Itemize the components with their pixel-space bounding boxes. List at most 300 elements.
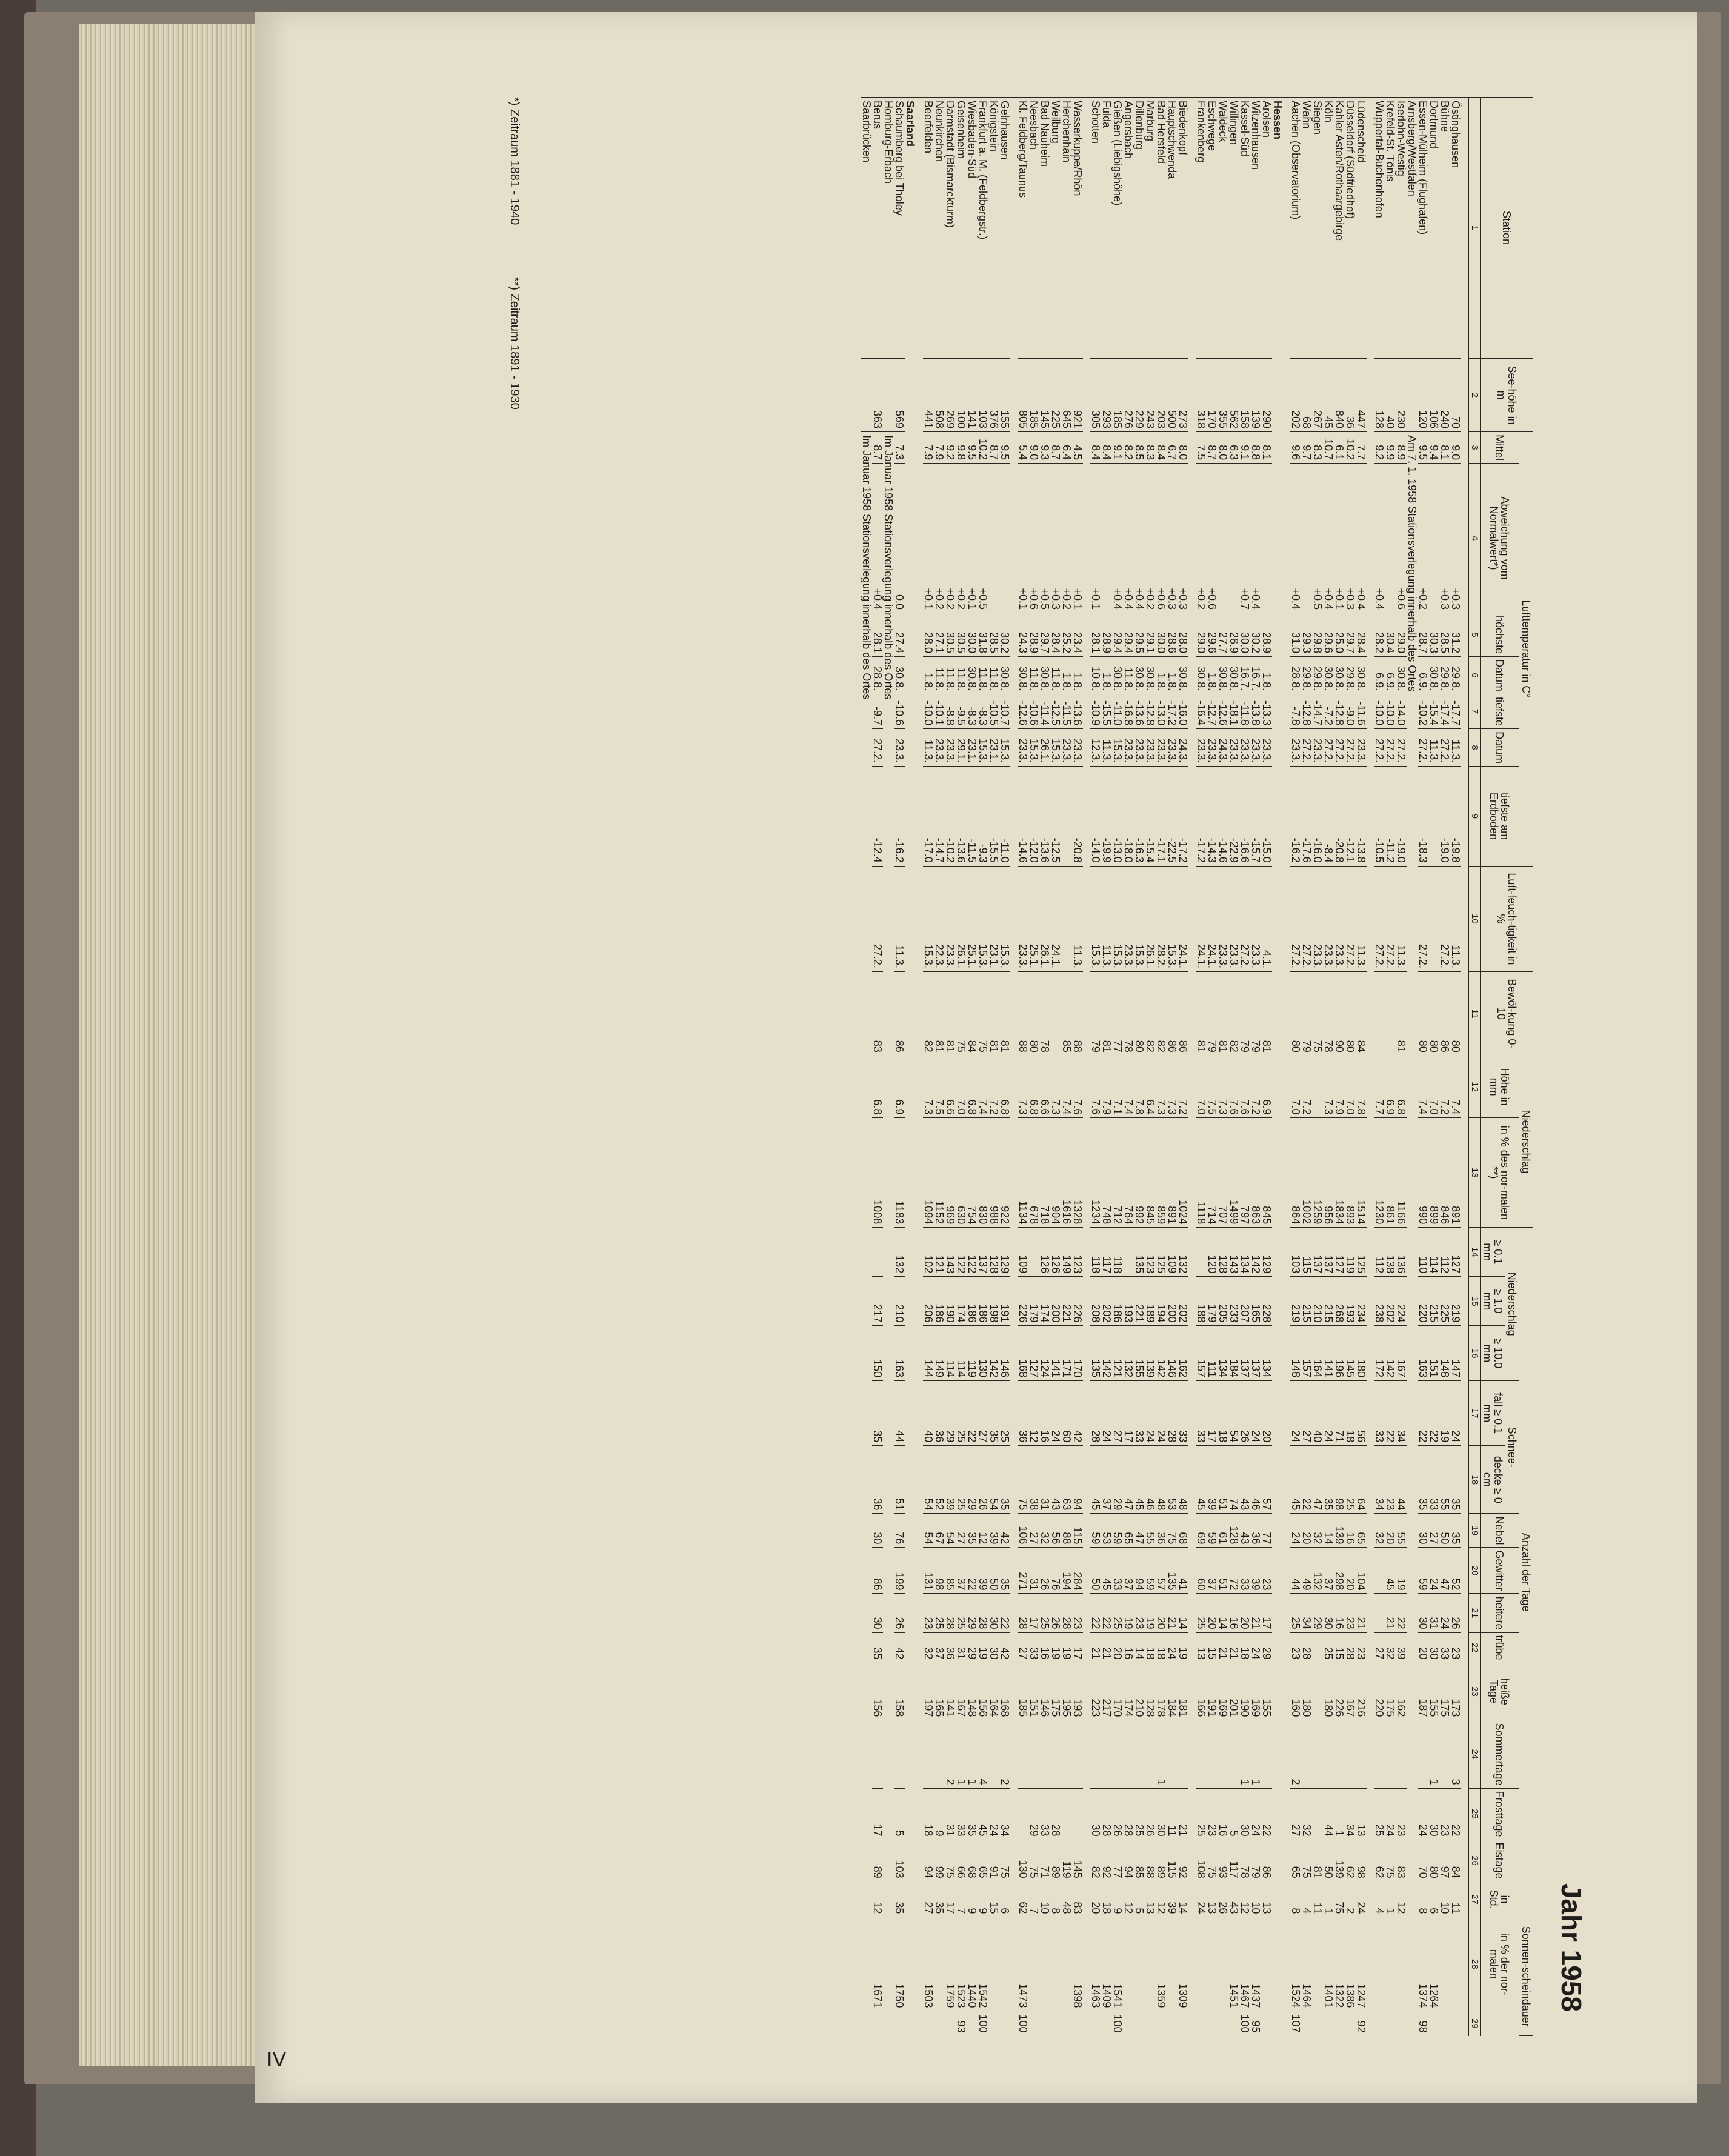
table-cell: +0.6 — [1396, 464, 1407, 613]
table-cell: 144 — [923, 1326, 934, 1381]
table-cell: 1542 — [978, 1917, 988, 2011]
table-cell: 7.5 — [934, 1056, 945, 1118]
table-cell: 68 — [967, 1840, 978, 1882]
table-cell: 37 — [934, 1632, 945, 1663]
table-cell: 194 — [1156, 1277, 1167, 1326]
table-cell: 28 — [1123, 1788, 1134, 1840]
table-cell: 81 — [1312, 1840, 1323, 1882]
table-cell: 1230 — [1374, 1118, 1385, 1228]
table-cell: 115 — [1301, 1228, 1312, 1277]
table-cell — [1439, 1917, 1450, 2011]
table-cell — [934, 1917, 945, 2011]
table-cell: 86 — [1261, 1840, 1272, 1882]
table-cell — [1134, 1917, 1145, 2011]
table-cell: 28 — [1101, 1788, 1112, 1840]
table-cell: 11.8. — [956, 657, 967, 694]
table-cell: -13.6 — [1134, 694, 1145, 729]
spacer-cell — [1283, 98, 1290, 2036]
column-number: 19 — [1469, 1514, 1481, 1548]
table-cell: 146 — [1039, 1663, 1050, 1720]
table-cell — [1028, 1228, 1039, 1277]
table-cell: 24 — [1439, 1594, 1450, 1632]
table-cell: 12 — [978, 1514, 988, 1548]
table-cell: 77 — [1112, 1840, 1123, 1882]
table-cell: 5 — [894, 1788, 905, 1840]
table-cell: -19.0 — [1396, 767, 1407, 867]
table-cell: 50 — [1323, 1840, 1334, 1882]
table-cell: 57 — [1156, 1548, 1167, 1594]
table-row — [872, 98, 883, 2036]
table-cell — [1301, 1720, 1312, 1788]
table-cell: 49 — [1301, 1548, 1312, 1594]
table-cell: 126 — [1050, 1228, 1061, 1277]
table-cell — [861, 359, 872, 432]
col-tiefste: tiefste — [1481, 694, 1519, 729]
table-cell: 31.0 — [1290, 613, 1301, 656]
climate-table — [861, 97, 1533, 2036]
table-cell: 14 — [1178, 1882, 1188, 1917]
table-cell: 39 — [978, 1548, 988, 1594]
table-cell: -19.8 — [1450, 767, 1461, 867]
table-cell: -15.4 — [1428, 694, 1439, 729]
table-cell: 137 — [978, 1228, 988, 1277]
table-cell: -14.3 — [1207, 767, 1218, 867]
table-cell: 1671 — [872, 1917, 883, 2011]
table-cell — [1334, 2011, 1345, 2036]
table-cell: 10.7 — [1323, 432, 1334, 464]
table-row — [1439, 98, 1450, 2036]
table-cell: 48 — [1156, 1446, 1167, 1514]
table-cell: 9 — [934, 1788, 945, 1840]
table-cell: 185 — [1112, 359, 1123, 432]
table-cell: 30.5 — [945, 613, 956, 656]
table-cell: 13 — [1356, 1788, 1367, 1840]
table-cell: 46 — [1250, 1446, 1261, 1514]
table-cell: 4 — [1301, 1882, 1312, 1917]
spacer-cell — [1010, 98, 1018, 2036]
table-cell: 30 — [1090, 1788, 1101, 1840]
station-name: Berus — [872, 98, 883, 359]
table-cell — [1090, 2011, 1101, 2036]
table-cell: 109 — [1167, 1228, 1178, 1277]
table-cell: 65 — [1123, 1514, 1134, 1548]
table-cell — [1039, 2011, 1050, 2036]
table-cell: -11.4 — [1039, 694, 1050, 729]
table-cell: 29.6 — [1323, 613, 1334, 656]
table-row — [1323, 98, 1334, 2036]
table-cell: 797 — [1239, 1118, 1250, 1228]
table-row — [1290, 98, 1301, 2036]
table-cell: 19 — [1061, 1632, 1072, 1663]
table-cell: 128 — [1228, 1514, 1239, 1548]
table-cell: 26.1. — [1039, 866, 1050, 971]
table-cell: 1437 — [1250, 1917, 1261, 2011]
table-cell: 70 — [1450, 359, 1461, 432]
table-cell: 44 — [894, 1381, 905, 1446]
table-row — [1334, 98, 1345, 2036]
column-number: 25 — [1469, 1788, 1481, 1840]
table-cell: 27 — [923, 1882, 934, 1917]
table-row — [1196, 98, 1207, 2036]
table-cell: 30.5 — [956, 613, 967, 656]
table-cell: 23.3. — [1207, 729, 1218, 767]
table-cell: 82 — [1145, 971, 1156, 1056]
table-cell: -16.8 — [1123, 694, 1134, 729]
table-cell: 31.2 — [1450, 613, 1461, 656]
table-cell: 30.8. — [1396, 657, 1407, 694]
footnote-2: **) Zeitraum 1891 - 1930 — [508, 276, 521, 410]
table-cell: 28 — [1061, 1594, 1072, 1632]
table-cell: 16 — [1334, 1594, 1345, 1632]
table-cell: 29.0 — [1196, 613, 1207, 656]
table-cell: 166 — [1196, 1663, 1207, 1720]
station-name: Arnsberg/Westfalen — [1407, 98, 1418, 359]
table-cell: 210 — [1134, 1663, 1145, 1720]
table-cell: 54 — [1228, 1381, 1239, 1446]
table-cell: 8.0 — [1178, 432, 1188, 464]
table-row — [1207, 98, 1218, 2036]
table-cell: 170 — [1207, 359, 1218, 432]
table-cell: 77 — [1112, 971, 1123, 1056]
table-cell: 1 — [1428, 1720, 1439, 1788]
table-cell: 84 — [1356, 971, 1367, 1056]
table-cell: 22 — [1301, 1446, 1312, 1514]
table-cell: 131 — [923, 1548, 934, 1594]
table-cell: 20 — [1261, 1381, 1272, 1446]
table-cell: -11.5 — [967, 767, 978, 867]
table-cell — [1323, 2011, 1334, 2036]
table-cell: 7.8 — [1134, 1056, 1145, 1118]
table-cell: 7.2 — [988, 1056, 999, 1118]
table-cell: 5 — [1134, 1882, 1145, 1917]
table-cell — [1385, 971, 1396, 1056]
table-cell: 922 — [999, 1118, 1010, 1228]
table-cell: 22 — [1090, 1594, 1101, 1632]
table-cell: 714 — [1207, 1118, 1218, 1228]
table-cell: 50 — [1439, 1514, 1450, 1548]
table-cell: 7.3 — [1323, 1056, 1334, 1118]
table-cell: 13 — [1261, 1882, 1272, 1917]
table-cell: 1 — [1323, 1882, 1334, 1917]
table-cell: 25 — [1196, 1788, 1207, 1840]
table-cell: 30.0 — [1239, 613, 1250, 656]
table-cell: 1259 — [1312, 1118, 1323, 1228]
table-cell: 1514 — [1356, 1118, 1367, 1228]
table-cell: 8.4 — [1101, 432, 1112, 464]
table-cell: 7.4 — [1418, 1056, 1428, 1118]
table-cell: 30 — [1156, 1788, 1167, 1840]
table-cell: 75 — [1334, 1882, 1345, 1917]
table-cell: 103 — [894, 1840, 905, 1882]
table-cell: 29 — [1028, 1788, 1039, 1840]
table-cell — [1178, 2011, 1188, 2036]
table-cell: 142 — [1101, 1326, 1112, 1381]
table-cell: 27.2. — [1239, 866, 1250, 971]
table-cell: 200 — [1050, 1277, 1061, 1326]
table-cell: 81 — [1261, 971, 1272, 1056]
table-cell: 199 — [894, 1548, 905, 1594]
table-cell: 1834 — [1334, 1118, 1345, 1228]
table-cell — [1196, 1917, 1207, 2011]
table-cell: +0.6 — [1156, 464, 1167, 613]
table-cell: 29.7 — [1345, 613, 1356, 656]
table-cell: 9.4 — [1428, 432, 1439, 464]
table-cell: 36 — [1156, 1514, 1167, 1548]
table-cell: 1.8. — [1072, 657, 1083, 694]
table-cell: +0.2 — [1061, 464, 1072, 613]
table-cell: 754 — [967, 1118, 978, 1228]
table-cell: 861 — [1385, 1118, 1396, 1228]
table-cell: 68 — [1178, 1514, 1188, 1548]
table-cell: 1473 — [1018, 1917, 1028, 2011]
table-cell: 137 — [1323, 1228, 1334, 1277]
table-cell: 27.4 — [894, 613, 905, 656]
table-row — [1156, 98, 1167, 2036]
table-cell: 16.7. — [1250, 657, 1261, 694]
table-cell: 30.8. — [1218, 657, 1228, 694]
table-cell: 27.2. — [1439, 729, 1450, 767]
table-cell: 32 — [1374, 1514, 1385, 1548]
table-cell — [1050, 971, 1061, 1056]
table-cell: 156 — [872, 1663, 883, 1720]
table-cell: +0.6 — [1028, 464, 1039, 613]
table-cell — [923, 1720, 934, 1788]
table-cell: 30.8. — [999, 657, 1010, 694]
table-cell: -12.8 — [1301, 694, 1312, 729]
table-cell: 45 — [1101, 1548, 1112, 1594]
table-cell: 47 — [1123, 1446, 1134, 1514]
table-cell: 23 — [1290, 1632, 1301, 1663]
column-number: 6 — [1469, 657, 1481, 694]
table-cell: 25.2 — [1061, 613, 1072, 656]
table-cell: 29.0 — [1396, 613, 1407, 656]
table-cell: 7.6 — [1239, 1056, 1250, 1118]
table-cell: 26 — [1039, 1548, 1050, 1594]
table-cell: 6 — [1428, 1882, 1439, 1917]
table-cell: 75 — [1167, 1514, 1178, 1548]
table-cell: 210 — [894, 1277, 905, 1326]
table-row — [967, 98, 978, 2036]
table-cell: 9.7 — [1301, 432, 1312, 464]
table-cell: 130 — [978, 1326, 988, 1381]
table-cell: 28.2 — [1374, 613, 1385, 656]
table-cell — [934, 2011, 945, 2036]
table-cell: 840 — [1334, 359, 1345, 432]
table-cell: 23 — [923, 1594, 934, 1632]
table-cell: 196 — [1334, 1326, 1345, 1381]
table-cell: 23.3. — [1018, 866, 1028, 971]
table-cell: 123 — [1072, 1228, 1083, 1277]
table-cell: -10.2 — [945, 767, 956, 867]
table-cell: 115 — [1167, 1840, 1178, 1882]
table-cell: 899 — [1428, 1118, 1439, 1228]
table-cell: 8.7 — [872, 432, 883, 464]
table-cell: 224 — [1396, 1277, 1407, 1326]
table-cell: 29.4 — [1123, 613, 1134, 656]
table-cell: 11.3. — [1428, 729, 1439, 767]
table-cell: 98 — [1334, 1446, 1345, 1514]
table-cell: +0.1 — [1072, 464, 1083, 613]
table-cell: 14 — [1134, 1632, 1145, 1663]
table-cell: 30 — [1428, 1632, 1439, 1663]
table-cell: 229 — [1134, 359, 1145, 432]
station-name: Weilburg — [1050, 98, 1061, 359]
table-row — [1301, 98, 1312, 2036]
table-cell: 355 — [1218, 359, 1228, 432]
table-cell: 8.7 — [1207, 432, 1218, 464]
table-cell: 9.5 — [1418, 432, 1428, 464]
table-cell: 7.5 — [1196, 432, 1207, 464]
col-abweichung: Abweichung vom Normalwert*) — [1481, 464, 1519, 613]
table-cell: -15.4 — [1145, 767, 1156, 867]
table-cell: 29.3 — [1301, 613, 1312, 656]
table-row — [1134, 98, 1145, 2036]
table-cell: 125 — [1156, 1228, 1167, 1277]
table-cell: +0.3 — [1345, 464, 1356, 613]
table-row — [1112, 98, 1123, 2036]
table-cell: 24 — [1250, 1381, 1261, 1446]
table-cell: 27.2. — [1334, 729, 1345, 767]
table-cell: 28.4 — [1050, 613, 1061, 656]
table-cell: 132 — [1178, 1228, 1188, 1277]
table-cell: 155 — [999, 359, 1010, 432]
table-cell: +0.4 — [872, 464, 883, 613]
table-cell: 17 — [945, 1882, 956, 1917]
table-cell: 7.3 — [1156, 1056, 1167, 1118]
table-cell: 185 — [1018, 1663, 1028, 1720]
table-cell: 18 — [1239, 1632, 1250, 1663]
table-cell: -12.8 — [1334, 694, 1345, 729]
station-name: Schaumberg bei Tholey — [894, 98, 905, 359]
station-note: Im Januar 1958 Stationsverlegung innerhalb des Ortes — [861, 432, 872, 2036]
col-truebe: trübe — [1481, 1632, 1519, 1663]
table-cell: 35 — [1450, 1446, 1461, 1514]
table-cell: 88 — [1145, 1840, 1156, 1882]
table-row — [999, 98, 1010, 2036]
group-spacer — [1083, 98, 1090, 2036]
table-cell: 7.3 — [894, 432, 905, 464]
table-cell: 19 — [1050, 1632, 1061, 1663]
table-cell: 9.8 — [956, 432, 967, 464]
table-cell: 1152 — [934, 1118, 945, 1228]
table-cell: 99 — [934, 1840, 945, 1882]
table-cell: 8.7 — [988, 432, 999, 464]
table-cell: 25 — [999, 1381, 1010, 1446]
table-cell: 30 — [872, 1594, 883, 1632]
table-cell: 59 — [1090, 1514, 1101, 1548]
table-cell: 30 — [1418, 1594, 1428, 1632]
table-cell: 53 — [1167, 1446, 1178, 1514]
table-cell: 143 — [945, 1228, 956, 1277]
table-cell: 23.3. — [1239, 729, 1250, 767]
table-cell: 26 — [1239, 1381, 1250, 1446]
table-cell — [1439, 1720, 1450, 1788]
table-cell: 1 — [1239, 1720, 1250, 1788]
table-cell: 1409 — [1101, 1917, 1112, 2011]
table-row — [1101, 98, 1112, 2036]
station-name: Frankfurt a. M. (Feldbergstr.) — [978, 98, 988, 359]
table-cell: 27 — [1028, 1514, 1039, 1548]
table-cell: 137 — [1239, 1326, 1250, 1381]
table-cell: -10.5 — [1374, 767, 1385, 867]
table-row — [1450, 98, 1461, 2036]
table-cell: 43 — [1228, 1882, 1239, 1917]
table-cell — [1145, 1720, 1156, 1788]
table-cell: 165 — [1250, 1277, 1261, 1326]
col-schnee: Schnee- — [1505, 1381, 1519, 1514]
table-cell: 11 — [1450, 1882, 1461, 1917]
table-body — [861, 98, 1481, 2036]
table-cell: 15.3. — [1028, 729, 1039, 767]
table-cell: 19 — [1396, 1548, 1407, 1594]
table-cell: +0.2 — [956, 464, 967, 613]
table-cell — [1396, 2011, 1407, 2036]
table-cell: 10 — [1250, 1882, 1261, 1917]
table-cell: 9.6 — [1290, 432, 1301, 464]
table-cell: +0.2 — [945, 464, 956, 613]
table-cell: 27 — [978, 1381, 988, 1446]
table-cell: -18.1 — [1228, 694, 1239, 729]
table-cell: 238 — [1374, 1277, 1385, 1326]
table-cell: 81 — [1396, 971, 1407, 1056]
table-cell: 805 — [1018, 359, 1028, 432]
table-cell: 24 — [1196, 1882, 1207, 1917]
station-name: Frankenberg — [1196, 98, 1207, 359]
table-cell: 20 — [1090, 1882, 1101, 1917]
table-cell: 17 — [1123, 1381, 1134, 1446]
table-cell: -20.8 — [1072, 767, 1083, 867]
table-cell: 76 — [894, 1514, 905, 1548]
table-cell: 215 — [1323, 1277, 1334, 1326]
table-cell: 80 — [1428, 1840, 1439, 1882]
station-name: Herchenhain — [1061, 98, 1072, 359]
table-cell: 26 — [1145, 1788, 1156, 1840]
table-cell: 71 — [1039, 1840, 1050, 1882]
station-name: Bad Hersfeld — [1156, 98, 1167, 359]
table-cell: 24.3. — [1218, 729, 1228, 767]
table-cell: 7.0 — [1345, 1056, 1356, 1118]
table-cell: 37 — [1101, 1446, 1112, 1514]
col-hoechste: höchste — [1481, 613, 1519, 656]
table-cell: 134 — [1218, 1326, 1228, 1381]
table-cell: 376 — [988, 359, 999, 432]
table-cell: 630 — [956, 1118, 967, 1228]
table-row — [894, 98, 905, 2036]
table-cell: 27.2. — [872, 729, 883, 767]
table-cell: 122 — [956, 1228, 967, 1277]
table-cell: 23.3. — [1356, 729, 1367, 767]
table-cell — [1061, 2011, 1072, 2036]
table-cell: 174 — [1123, 1663, 1134, 1720]
table-cell: 1 — [1334, 1788, 1345, 1840]
table-row — [1018, 98, 1028, 2036]
table-cell: 20 — [1156, 1594, 1167, 1632]
table-cell: 12 — [1028, 1381, 1039, 1446]
table-cell: 48 — [1061, 1882, 1072, 1917]
table-cell: 141 — [945, 1663, 956, 1720]
table-cell: 718 — [1039, 1118, 1050, 1228]
page-title: Jahr 1958 — [1556, 1883, 1587, 2012]
table-cell: 141 — [967, 359, 978, 432]
table-cell: 104 — [1356, 1548, 1367, 1594]
table-cell: 181 — [1178, 1663, 1188, 1720]
col-mittel: Mittel — [1481, 432, 1519, 464]
table-cell: 33 — [1039, 1788, 1050, 1840]
table-cell: 27.2. — [1374, 866, 1385, 971]
table-cell: 92 — [1178, 1840, 1188, 1882]
table-cell: 103 — [1290, 1228, 1301, 1277]
table-cell: 27.7 — [1218, 613, 1228, 656]
